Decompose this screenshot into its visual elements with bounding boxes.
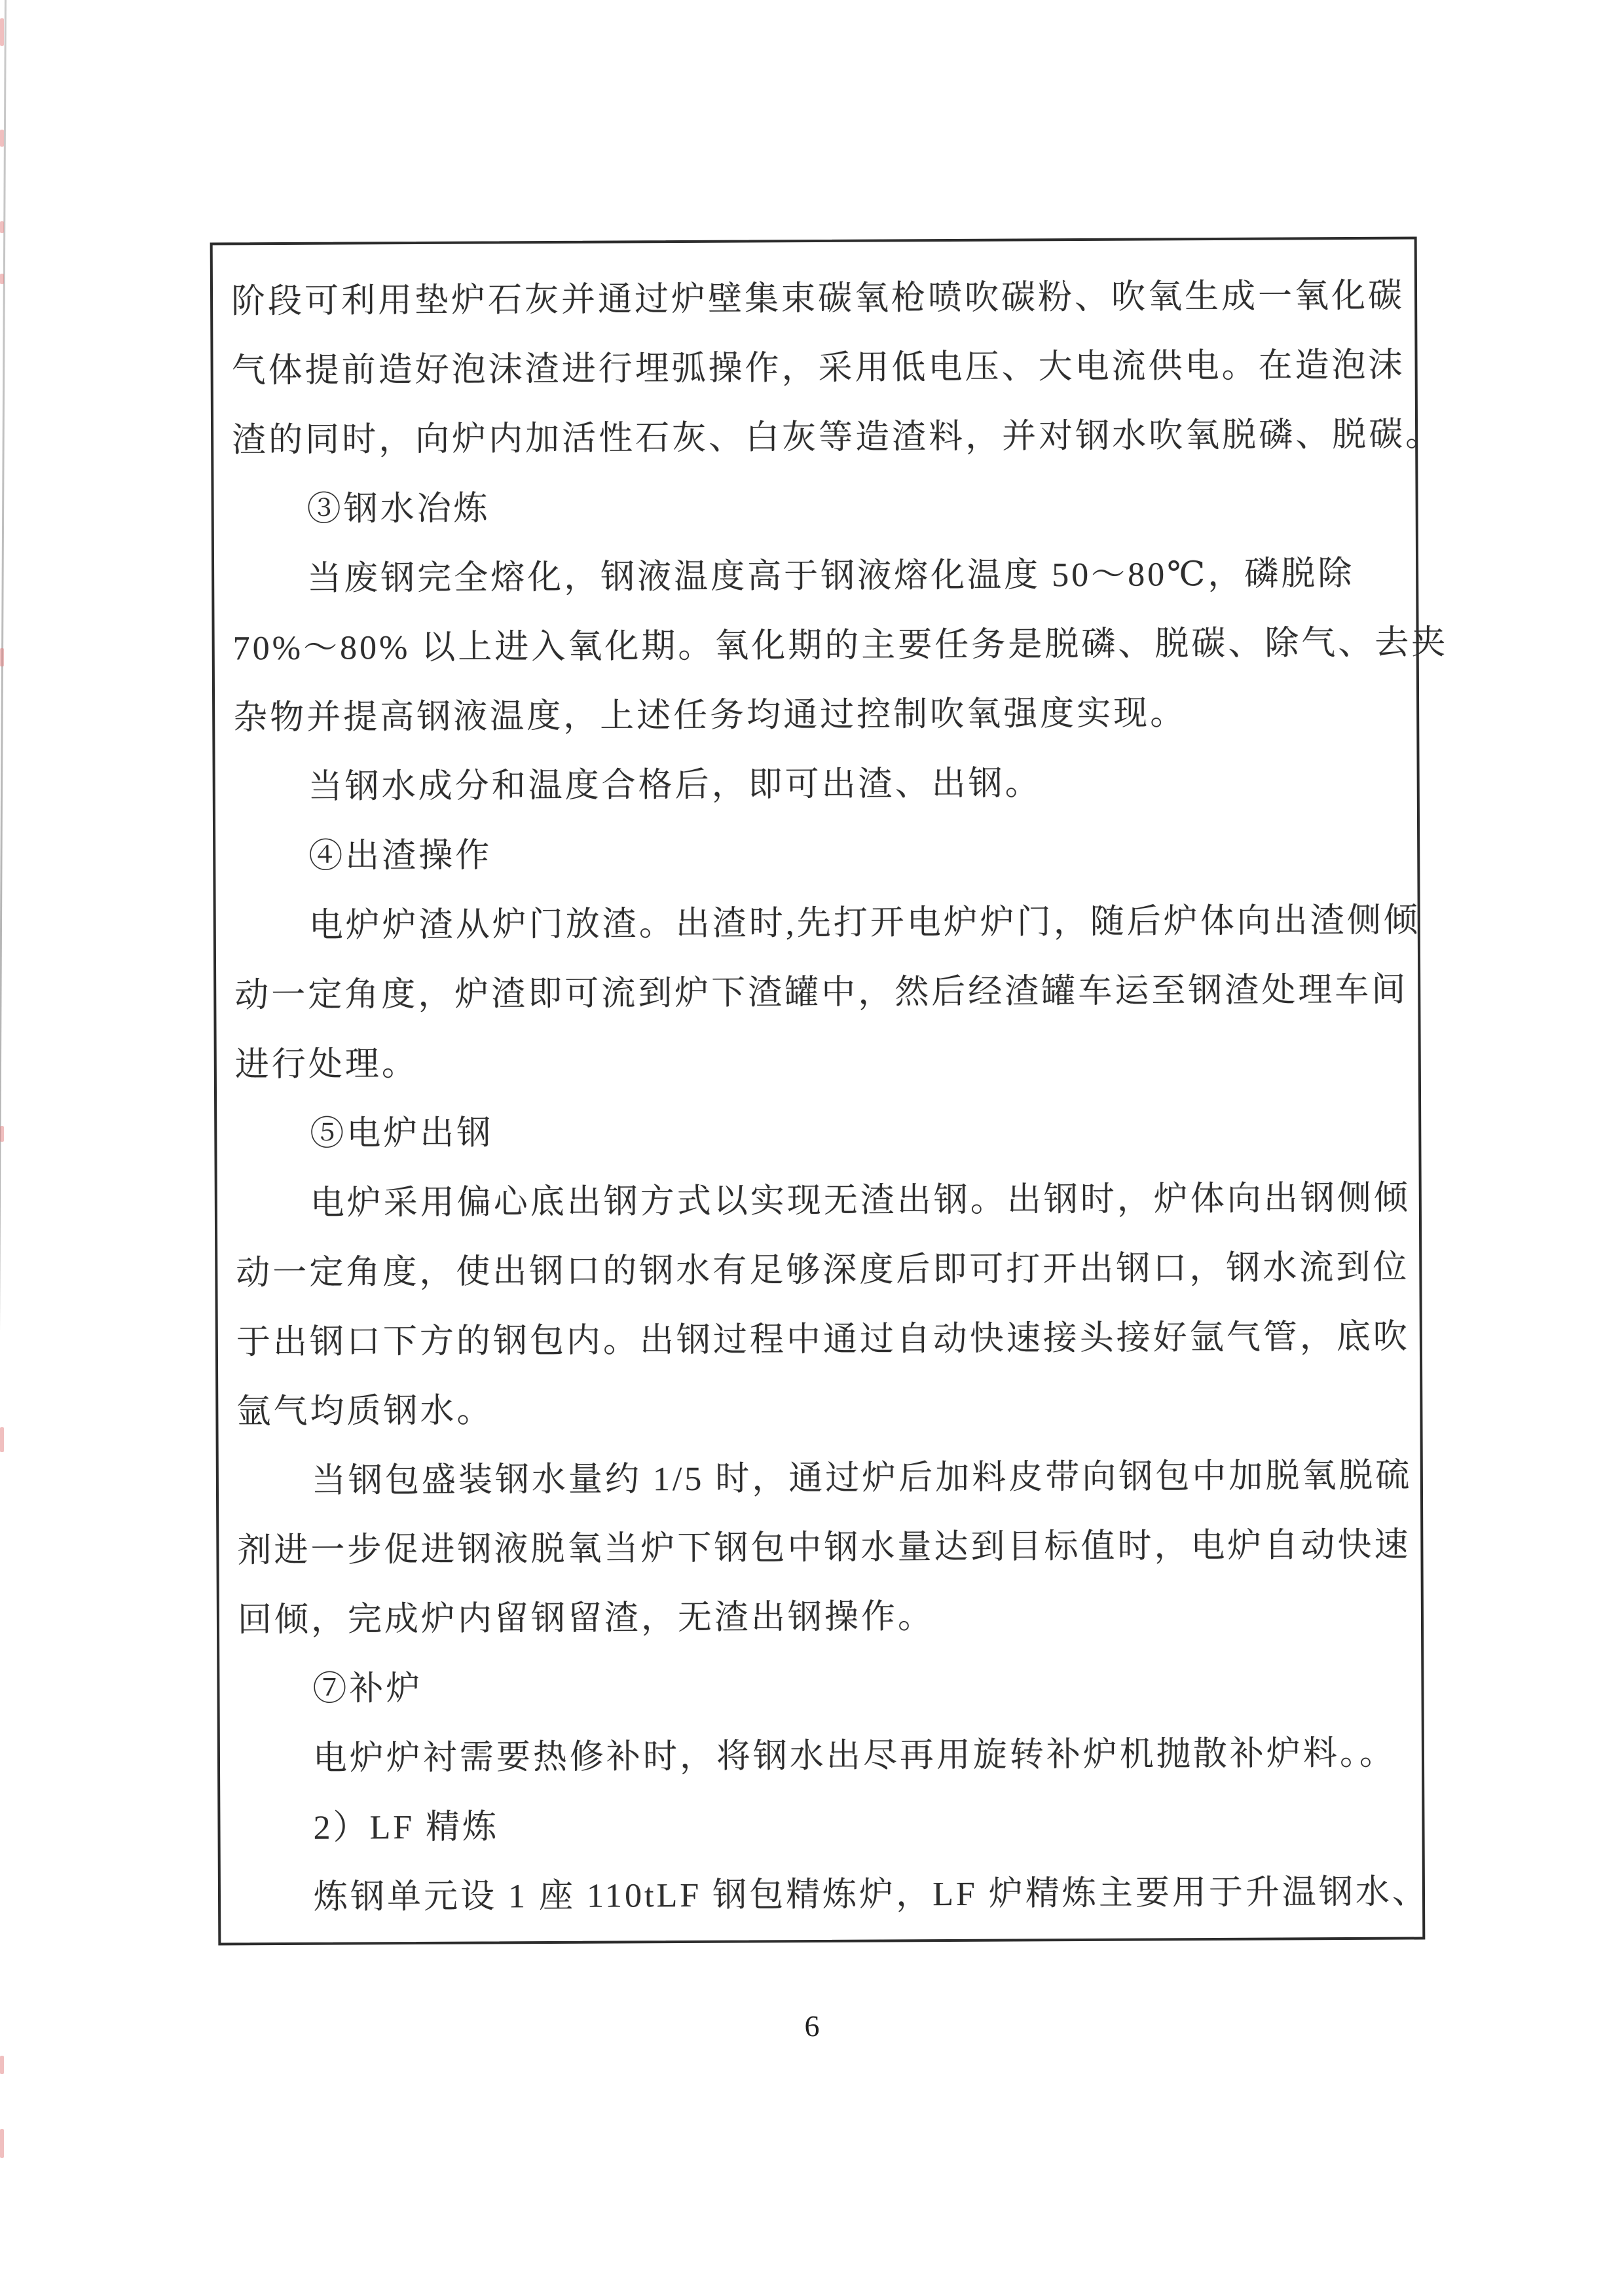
text-line-heading: 2）LF 精炼 xyxy=(313,1808,500,1847)
text-line: 回倾，完成炉内留钢留渣，无渣出钢操作。 xyxy=(237,1598,935,1639)
scan-mark-artifact xyxy=(0,274,4,284)
text-line: 杂物并提高钢液温度，上述任务均通过控制吹氧强度实现。 xyxy=(233,695,1187,737)
text-line: 气体提前造好泡沫渣进行埋弧操作，采用低电压、大电流供电。在造泡沫 xyxy=(231,346,1405,390)
text-line: 剂进一步促进钢液脱氧当炉下钢包中钢水量达到目标值时，电炉自动快速 xyxy=(237,1526,1411,1570)
text-line: 电炉炉渣从炉门放渣。出渣时,先打开电炉炉门，随后炉体向出渣侧倾 xyxy=(308,902,1420,945)
text-line: 当钢水成分和温度合格后，即可出渣、出钢。 xyxy=(308,765,1042,806)
text-line: 于出钢口下方的钢包内。出钢过程中通过自动快速接头接好氩气管，底吹 xyxy=(236,1318,1411,1362)
text-line: 电炉采用偏心底出钢方式以实现无渣出钢。出钢时，炉体向出钢侧倾 xyxy=(310,1179,1411,1222)
text-line-heading: ⑦补炉 xyxy=(312,1669,423,1708)
text-line: 炼钢单元设 1 座 110tLF 钢包精炼炉，LF 炉精炼主要用于升温钢水、 xyxy=(313,1873,1430,1916)
text-line: 渣的同时，向炉内加活性石灰、白灰等造渣料，并对钢水吹氧脱磷、脱碳。 xyxy=(231,416,1443,460)
scan-mark-artifact xyxy=(0,221,4,233)
scan-mark-artifact xyxy=(0,1126,4,1142)
scan-mark-artifact xyxy=(0,1427,4,1452)
text-line-heading: ⑤电炉出钢 xyxy=(310,1114,494,1153)
content-table-cell xyxy=(210,237,1449,1946)
text-line: 当废钢完全熔化，钢液温度高于钢液熔化温度 50～80℃，磷脱除 xyxy=(307,555,1355,598)
scan-mark-artifact xyxy=(0,648,4,666)
scan-edge-artifact xyxy=(0,0,7,2296)
text-line: 当钢包盛装钢水量约 1/5 时，通过炉后加料皮带向钢包中加脱氧脱硫 xyxy=(311,1457,1412,1500)
scan-mark-artifact xyxy=(0,18,4,46)
text-line: 阶段可利用垫炉石灰并通过炉壁集束碳氧枪喷吹碳粉、吹氧生成一氧化碳 xyxy=(231,277,1405,321)
scan-mark-artifact xyxy=(0,2129,4,2158)
text-line: 电炉炉衬需要热修补时，将钢水出尽再用旋转补炉机抛散补炉料。。 xyxy=(312,1734,1397,1777)
text-line: 氩气均质钢水。 xyxy=(236,1392,494,1431)
text-line: 动一定角度，使出钢口的钢水有足够深度后即可打开出钢口，钢水流到位 xyxy=(236,1248,1410,1292)
text-line-heading: ④出渣操作 xyxy=(308,837,492,875)
text-line: 70%～80% 以上进入氧化期。氧化期的主要任务是脱磷、脱碳、除气、去夹 xyxy=(232,624,1449,668)
scan-mark-artifact xyxy=(0,130,4,147)
page-number: 6 xyxy=(804,2009,820,2043)
scan-mark-artifact xyxy=(0,2056,4,2074)
text-line: 动一定角度，炉渣即可流到炉下渣罐中，然后经渣罐车运至钢渣处理车间 xyxy=(234,971,1409,1015)
text-line-heading: ③钢水冶炼 xyxy=(306,490,490,528)
text-line: 进行处理。 xyxy=(234,1045,418,1084)
